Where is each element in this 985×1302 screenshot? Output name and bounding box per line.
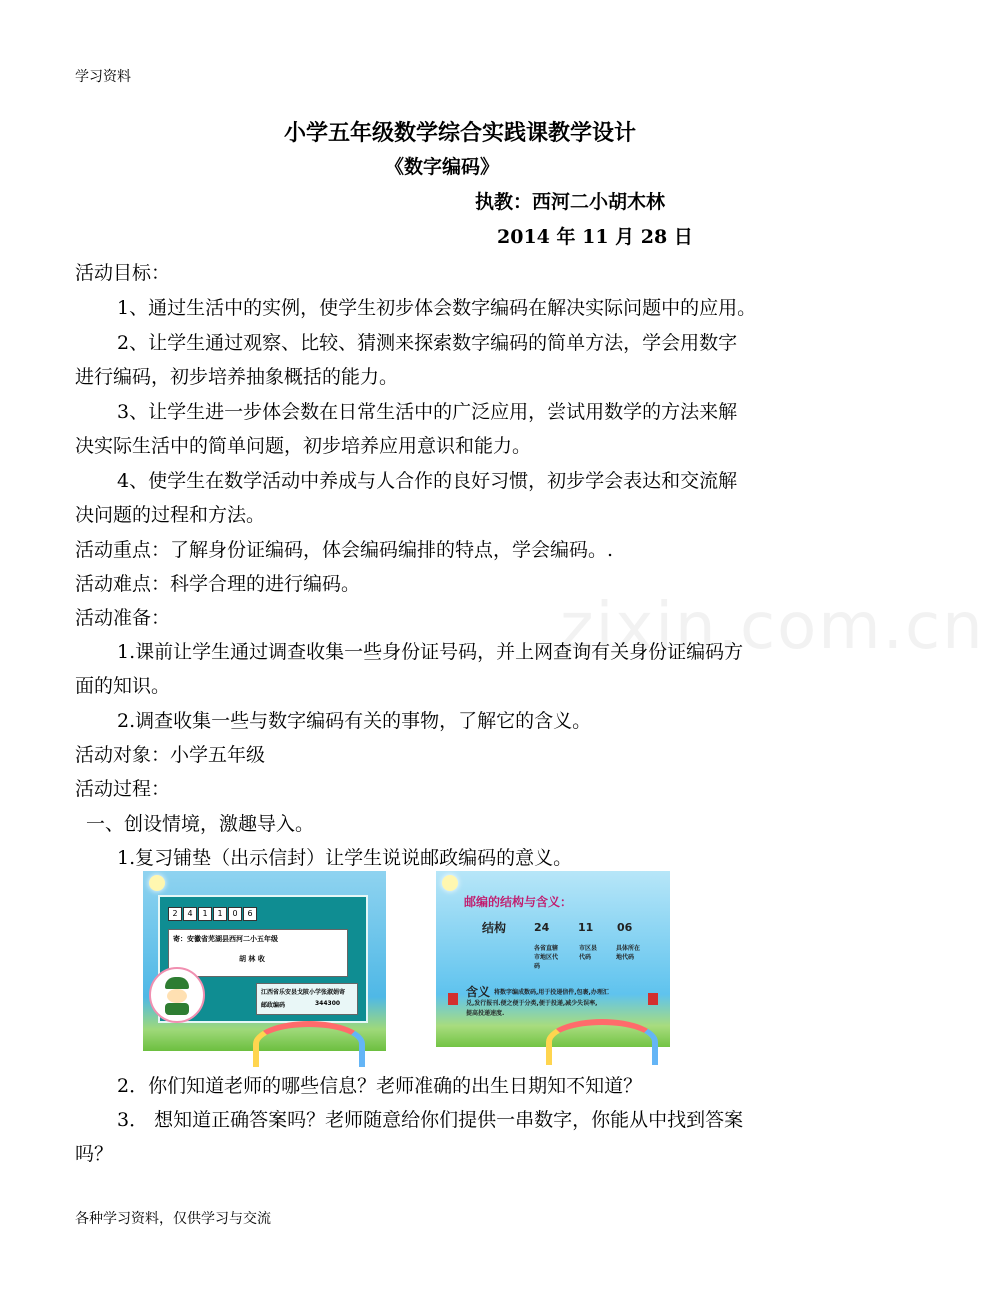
sun-icon: [149, 875, 165, 891]
structure-label: 结构: [482, 921, 507, 935]
flag-icon: [448, 993, 458, 1005]
sender-card: [256, 983, 358, 1015]
part-province: 24: [534, 921, 550, 934]
meaning-text-b: 兑,发行报刊.便之便于分类,便于投递,减少失误率,: [466, 1000, 598, 1007]
objective-2a: 2、让学生通过观察、比较、猜测来探索数字编码的简单方法，学会用数字: [117, 332, 738, 354]
rainbow-decoration: [546, 1019, 658, 1065]
part-local-desc: 具体所在地代码: [616, 945, 641, 961]
postcode-label: 邮政编码: [261, 1002, 286, 1009]
watermark: zixin.com.cn: [560, 590, 985, 664]
postcode-digit: 2: [168, 907, 182, 921]
objective-3a: 3、让学生进一步体会数在日常生活中的广泛应用，尝试用数学的方法来解: [117, 401, 738, 423]
postcode-digit: 0: [228, 907, 242, 921]
meaning-text-a: 将数字编成数码,用于投递信件,包裹,办理汇: [494, 989, 609, 996]
postcode-value: 344300: [315, 1000, 341, 1007]
meaning-text-c: 提高投递速度.: [466, 1010, 505, 1017]
document-subtitle: 《数字编码》: [385, 156, 500, 178]
document-title: 小学五年级数学综合实践课教学设计: [283, 120, 636, 146]
meaning-label: 含义: [466, 985, 491, 999]
objectives-label: 活动目标：: [75, 262, 171, 284]
part-county: 11: [578, 921, 594, 934]
preparation-1a: 1.课前让学生通过调查收集一些身份证号码，并上网查询有关身份证编码方: [117, 641, 744, 663]
slide-title: 邮编的结构与含义：: [464, 895, 573, 909]
teacher-line: 执教：西河二小胡木林: [475, 191, 666, 213]
step-3b: 吗？: [75, 1143, 114, 1165]
address-card: [168, 929, 348, 977]
envelope-slide: [143, 871, 386, 1051]
step-1: 1.复习铺垫（出示信封）让学生说说邮政编码的意义。: [117, 847, 573, 869]
objective-4b: 决问题的过程和方法。: [75, 504, 266, 526]
postcode-digit: 4: [183, 907, 197, 921]
recipient-address: 寄：安徽省芜湖县西河二小五年级: [173, 935, 278, 943]
postcode-digit: 1: [213, 907, 227, 921]
objective-2b: 进行编码，初步培养抽象概括的能力。: [75, 366, 399, 388]
objective-1: 1、通过生活中的实例，使学生初步体会数字编码在解决实际问题中的应用。: [117, 297, 757, 319]
preparation-label: 活动准备：: [75, 607, 171, 629]
sun-icon: [442, 875, 458, 891]
part-local: 06: [617, 921, 633, 934]
postcode-digit: 6: [243, 907, 257, 921]
process-label: 活动过程：: [75, 778, 171, 800]
preparation-2: 2.调查收集一些与数字编码有关的事物，了解它的含义。: [117, 710, 592, 732]
objective-4a: 4、使学生在数学活动中养成与人合作的良好习惯，初步学会表达和交流解: [117, 470, 738, 492]
page-header: 学习资料: [75, 69, 131, 85]
rainbow-decoration: [253, 1021, 365, 1067]
recipient-name: 胡 林 收: [239, 955, 265, 963]
part-province-desc: 各省直辖市地区代码: [534, 945, 559, 970]
part-county-desc: 市区县代码: [579, 945, 598, 961]
step-3a: 3． 想知道正确答案吗？老师随意给你们提供一串数字，你能从中找到答案: [117, 1109, 744, 1131]
mail-carrier-icon: [149, 967, 205, 1023]
target-line: 活动对象：小学五年级: [75, 744, 266, 766]
section-1-heading: 一、创设情境，激趣导入。: [86, 813, 315, 835]
preparation-1b: 面的知识。: [75, 675, 171, 697]
step-2: 2．你们知道老师的哪些信息？老师准确的出生日期知不知道？: [117, 1075, 643, 1097]
sender-address: 江西省乐安县戈陂小学张淑娟寄: [261, 989, 346, 996]
page-footer: 各种学习资料，仅供学习与交流: [75, 1211, 271, 1227]
key-point: 活动重点：了解身份证编码，体会编码编排的特点，学会编码。.: [75, 539, 614, 561]
flag-icon: [648, 993, 658, 1005]
postcode-structure-slide: [436, 871, 670, 1047]
date-line: 2014 年 11 月 28 日: [497, 226, 693, 248]
objective-3b: 决实际生活中的简单问题，初步培养应用意识和能力。: [75, 435, 532, 457]
postcode-digit: 1: [198, 907, 212, 921]
difficulty: 活动难点：科学合理的进行编码。: [75, 573, 361, 595]
